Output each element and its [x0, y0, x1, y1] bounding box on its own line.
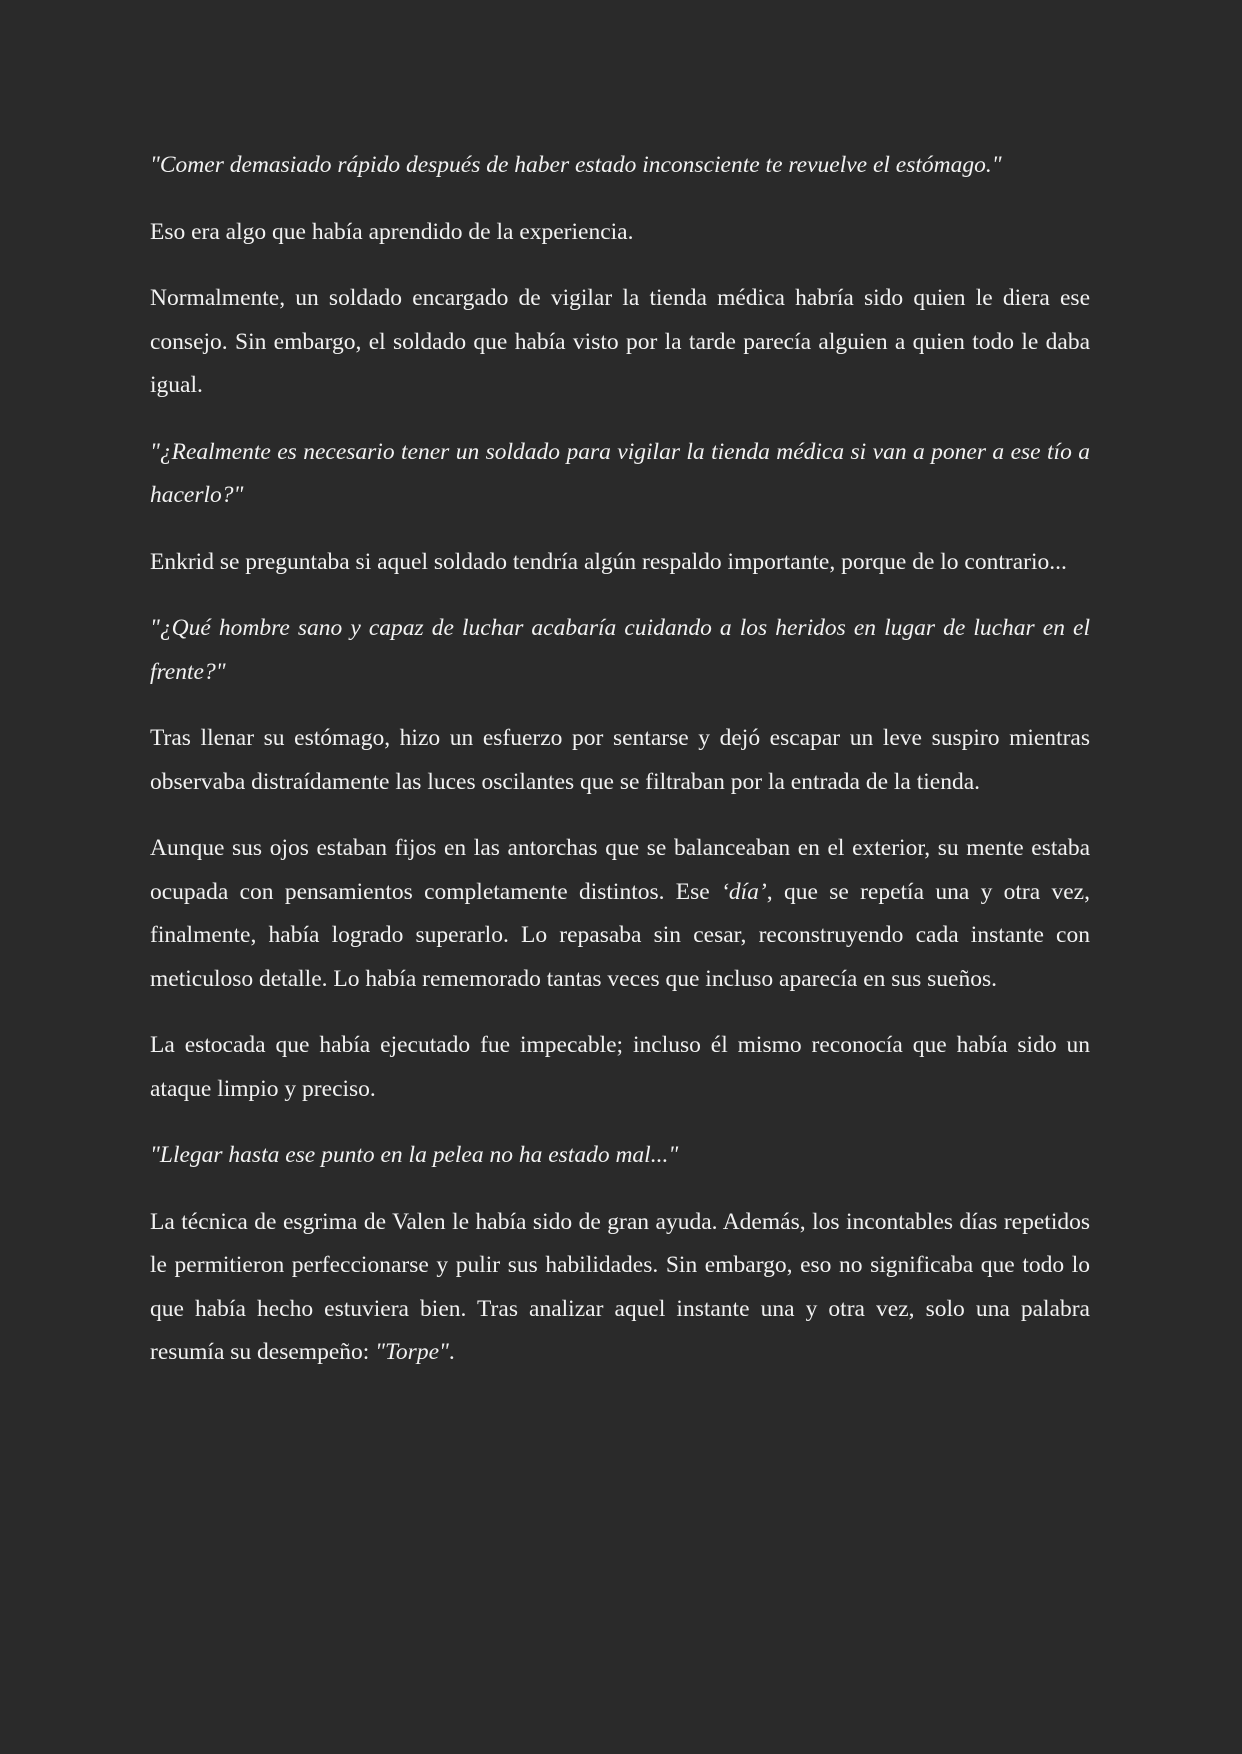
narrative-paragraph: Enkrid se preguntaba si aquel soldado tendría algún respaldo importante, porque de lo contrario...: [150, 548, 1067, 575]
narrative-paragraph: Tras llenar su estómago, hizo un esfuerzo por sentarse y dejó escapar un leve suspiro mientras observaba distraídamente las luces oscilantes que se filtraban por la entrada de la tienda.: [150, 725, 1090, 795]
narrative-paragraph: [150, 1201, 1090, 1375]
narrative-paragraph: [150, 827, 1090, 1001]
paragraph-text: La técnica de esgrima de Valen le había sido de gran ayuda. Además, los incontables días repetidos le permitieron perfeccionarse y pulir sus habilidades. Sin embargo, eso no significaba que todo lo que había hecho estuviera bien. Tras analizar aquel instante una y otra vez, solo una palabra resumía su desempeño:: [150, 1208, 1090, 1365]
narrative-paragraph: La estocada que había ejecutado fue impecable; incluso él mismo reconocía que había sido un ataque limpio y preciso.: [150, 1032, 1090, 1102]
dialogue-paragraph: "¿Qué hombre sano y capaz de luchar acabaría cuidando a los heridos en lugar de luchar en el frente?": [150, 615, 1090, 685]
emphasized-word: ‘día’: [721, 878, 767, 905]
page-content: [150, 144, 1090, 1398]
paragraph-text: , que se repetía una y otra vez, finalmente, había logrado superarlo. Lo repasaba sin cesar, reconstruyendo cada instante con meticuloso detalle. Lo había rememorado tantas veces que incluso aparecía en sus sueños.: [150, 878, 1090, 992]
paragraph-text: .: [448, 1339, 455, 1365]
narrative-paragraph: Eso era algo que había aprendido de la experiencia.: [150, 218, 634, 245]
paragraph-text: Aunque sus ojos estaban fijos en las antorchas que se balanceaban en el exterior, su mente estaba ocupada con pensamientos completamente distintos. Ese: [150, 835, 1090, 905]
dialogue-paragraph: "Comer demasiado rápido después de haber estado inconsciente te revuelve el estómago.": [150, 152, 1002, 178]
dialogue-paragraph: "Llegar hasta ese punto en la pelea no ha estado mal...": [150, 1142, 679, 1168]
emphasized-word: "Torpe": [375, 1339, 449, 1365]
dialogue-paragraph: "¿Realmente es necesario tener un soldado para vigilar la tienda médica si van a poner a ese tío a hacerlo?": [150, 438, 1090, 508]
narrative-paragraph: Normalmente, un soldado encargado de vigilar la tienda médica habría sido quien le diera ese consejo. Sin embargo, el soldado que había visto por la tarde parecía alguien a quien todo le daba igual.: [150, 285, 1090, 398]
